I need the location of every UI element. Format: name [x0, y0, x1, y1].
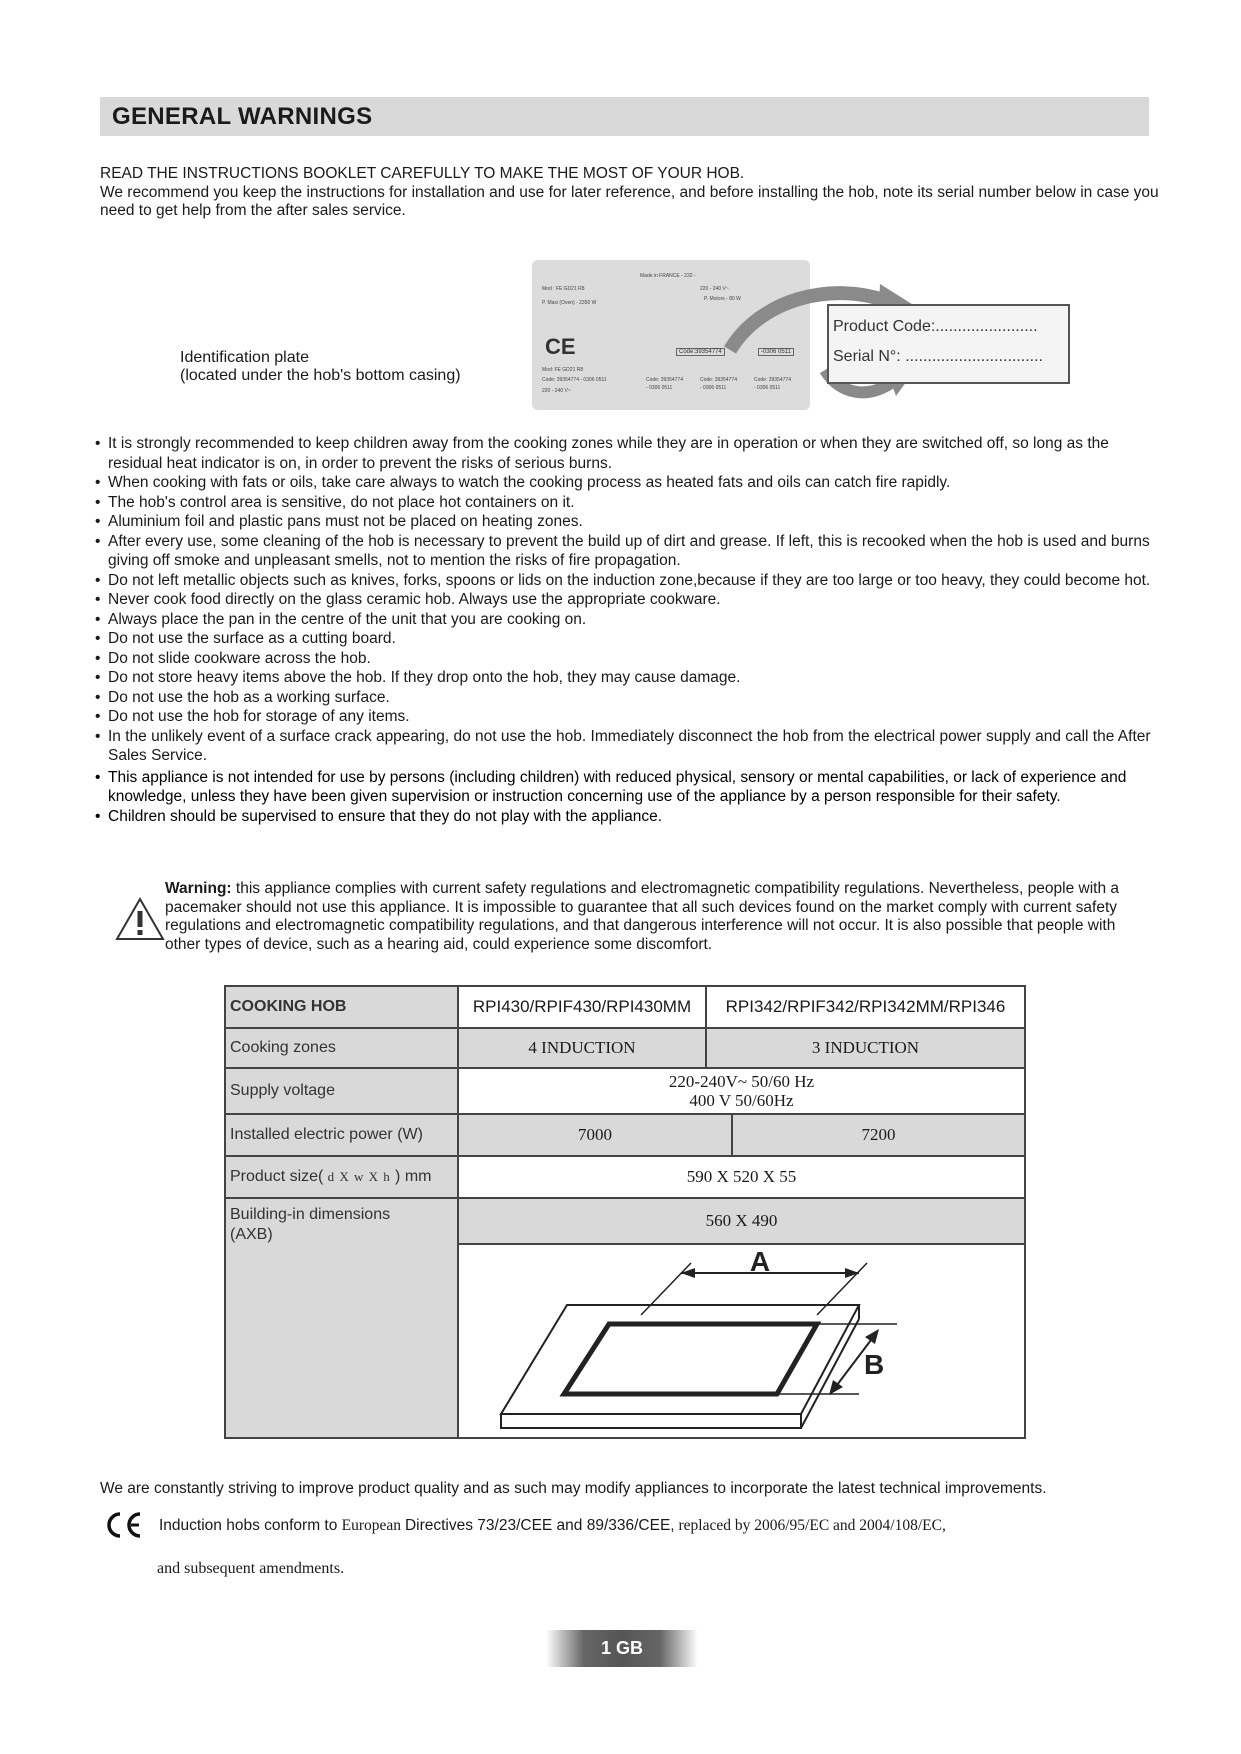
intro-heading: READ THE INSTRUCTIONS BOOKLET CAREFULLY TO MAKE THE MOST OF YOUR HOB.: [100, 165, 745, 182]
plate-power-oven: P. Maxi (Oven) - 2350 W: [542, 300, 597, 306]
size-label: [226, 1157, 459, 1199]
page-number: 1 GB: [600, 1638, 643, 1658]
list-item: • Do not use the hob for storage of any items.: [94, 707, 1154, 727]
spec-table: [224, 985, 1026, 1439]
conform-part-4: replaced by 2006/95/EC and 2004/108/EC,: [674, 1517, 946, 1534]
improvement-note: We are constantly striving to improve product quality and as such may modify appliances to incorporate the latest technical improvements.: [100, 1480, 1047, 1497]
list-item: • Aluminium foil and plastic pans must not be placed on heating zones.: [94, 512, 1154, 532]
building-in-diagram: [459, 1245, 1024, 1437]
spec-header-label: COOKING HOB: [226, 987, 459, 1029]
list-item: • The hob's control area is sensitive, do not place hot containers on it.: [94, 493, 1154, 513]
model-b-header: RPI342/RPIF342/RPI342MM/RPI346: [707, 987, 1024, 1029]
warning-label: Warning:: [165, 880, 232, 897]
ce-mark-icon: [104, 1510, 144, 1540]
list-item: • Never cook food directly on the glass ceramic hob. Always use the appropriate cookware.: [94, 590, 1154, 610]
zones-label: Cooking zones: [226, 1029, 459, 1069]
list-item: • Do not use the surface as a cutting board.: [94, 629, 1154, 649]
size-dims: d X w X h: [323, 1169, 396, 1184]
power-label: Installed electric power (W): [226, 1115, 459, 1157]
plate-stub-code-1: Code: 39354774: [646, 377, 683, 383]
intro-paragraph: We recommend you keep the instructions for installation and use for later reference, and before installing the hob, note its serial number below in case you need to get help from the after sales service.: [100, 183, 1159, 219]
pacemaker-warning: [165, 880, 1150, 954]
conform-part-3: Directives 73/23/CEE and 89/336/CEE,: [404, 1517, 675, 1534]
buildin-label: [226, 1199, 459, 1437]
serial-number-field: Serial N°: ...............................: [833, 348, 1043, 365]
plate-model-2: Mod: FE GD21 R8: [542, 367, 584, 373]
safety-bullets: [94, 434, 1154, 826]
list-item: • After every use, some cleaning of the hob is necessary to prevent the build up of dirt and grease. If left, this is recooked when the hob is used and burns giving off smoke and unpleasant smells, not to mention the risks of fire propagation.: [94, 532, 1154, 571]
buildin-label-1: Building-in dimensions: [230, 1206, 391, 1223]
diagram-label-b: B: [864, 1349, 885, 1380]
title-bar: [100, 97, 1149, 136]
list-item: • Do not use the hob as a working surface.: [94, 688, 1154, 708]
size-value: 590 X 520 X 55: [459, 1157, 1024, 1199]
plate-serial-box: -0306 0511: [758, 348, 794, 356]
page-number-badge: [546, 1630, 698, 1667]
power-a-value: 7000: [459, 1115, 733, 1157]
buildin-label-2: (AXB): [230, 1226, 273, 1243]
plate-made-in: Made in FRANCE - 232 -: [640, 273, 696, 279]
plate-model: Mod : FE GD21 R8: [542, 286, 585, 292]
conform-part-2: European: [341, 1517, 405, 1534]
list-item: • Do not store heavy items above the hob. If they drop onto the hob, they may cause damage.: [94, 668, 1154, 688]
size-label-text: Product size(: [230, 1168, 324, 1185]
voltage-value: [459, 1069, 1024, 1115]
list-item: • It is strongly recommended to keep children away from the cooking zones while they are in operation or when they are switched off, so long as the residual heat indicator is on, in order to prevent the risks of serious burns.: [94, 434, 1154, 473]
zones-b-value: 3 INDUCTION: [707, 1029, 1024, 1069]
conformity-statement: [159, 1517, 946, 1535]
zones-a-value: 4 INDUCTION: [459, 1029, 707, 1069]
buildin-value: 560 X 490: [459, 1199, 1024, 1245]
list-item: • Do not left metallic objects such as knives, forks, spoons or lids on the induction zone,because if they are too large or too heavy, they could become hot.: [94, 571, 1154, 591]
serial-record-box: [827, 304, 1070, 384]
diagram-label-a: A: [749, 1246, 771, 1277]
plate-stub-code-3: Code: 39354774: [754, 377, 791, 383]
warning-text: this appliance complies with current safety regulations and electromagnetic compatibility regulations. Nevertheless, people with a pacemaker should not use this appliance. It is impossible to guarantee that all such devices found on the market comply with current safety regulations and electromagnetic compatibility regulations, and that dangerous interference will not occur. It is also possible that people with other types of device, such as a hearing aid, could experience some discomfort.: [165, 880, 1119, 953]
power-b-value: 7200: [733, 1115, 1024, 1157]
page-title: GENERAL WARNINGS: [112, 103, 373, 130]
ce-mark-icon: CE: [545, 334, 576, 359]
plate-code-2: Code: 39354774 - 0306 0511: [542, 377, 607, 383]
id-plate-location: (located under the hob's bottom casing): [180, 367, 461, 384]
size-unit: ) mm: [395, 1168, 432, 1185]
plate-stub-serial-3: - 0306 0511: [754, 385, 781, 391]
plate-stub-code-2: Code: 39354774: [700, 377, 737, 383]
list-item: • Do not slide cookware across the hob.: [94, 649, 1154, 669]
amendments-note: and subsequent amendments.: [157, 1560, 345, 1577]
plate-voltage-2: 220 - 240 V~: [542, 388, 571, 394]
plate-power-motors: P. Motors - 80 W: [704, 296, 741, 302]
identification-plate-label: [180, 349, 461, 385]
warning-triangle-icon: [115, 897, 165, 941]
list-item: • When cooking with fats or oils, take care always to watch the cooking process as heated fats and oils can catch fire rapidly.: [94, 473, 1154, 493]
model-a-header: RPI430/RPIF430/RPI430MM: [459, 987, 707, 1029]
list-item: • Always place the pan in the centre of the unit that you are cooking on.: [94, 610, 1154, 630]
plate-stub-serial-2: - 0306 0511: [700, 385, 727, 391]
plate-stub-serial-1: - 0306 0511: [646, 385, 673, 391]
voltage-value-2: 400 V 50/60Hz: [689, 1091, 794, 1110]
list-item: • In the unlikely event of a surface crack appearing, do not use the hob. Immediately disconnect the hob from the electrical power supply and call the After Sales Service.: [94, 727, 1154, 766]
voltage-label: Supply voltage: [226, 1069, 459, 1115]
list-item: • This appliance is not intended for use by persons (including children) with reduced physical, sensory or mental capabilities, or lack of experience and knowledge, unless they have been given supervision or instruction concerning use of the appliance by a person responsible for their safety.: [94, 768, 1154, 807]
plate-code-box: Code:39354774: [676, 348, 725, 356]
conform-part-1: Induction hobs conform to: [159, 1517, 342, 1534]
intro-text: [100, 165, 1160, 221]
voltage-value-1: 220-240V~ 50/60 Hz: [668, 1072, 815, 1091]
product-code-field: Product Code:.......................: [833, 318, 1038, 335]
list-item: • Children should be supervised to ensure that they do not play with the appliance.: [94, 807, 1154, 827]
plate-voltage: 220 - 240 V~: [700, 286, 729, 292]
id-plate-title: Identification plate: [180, 349, 309, 366]
